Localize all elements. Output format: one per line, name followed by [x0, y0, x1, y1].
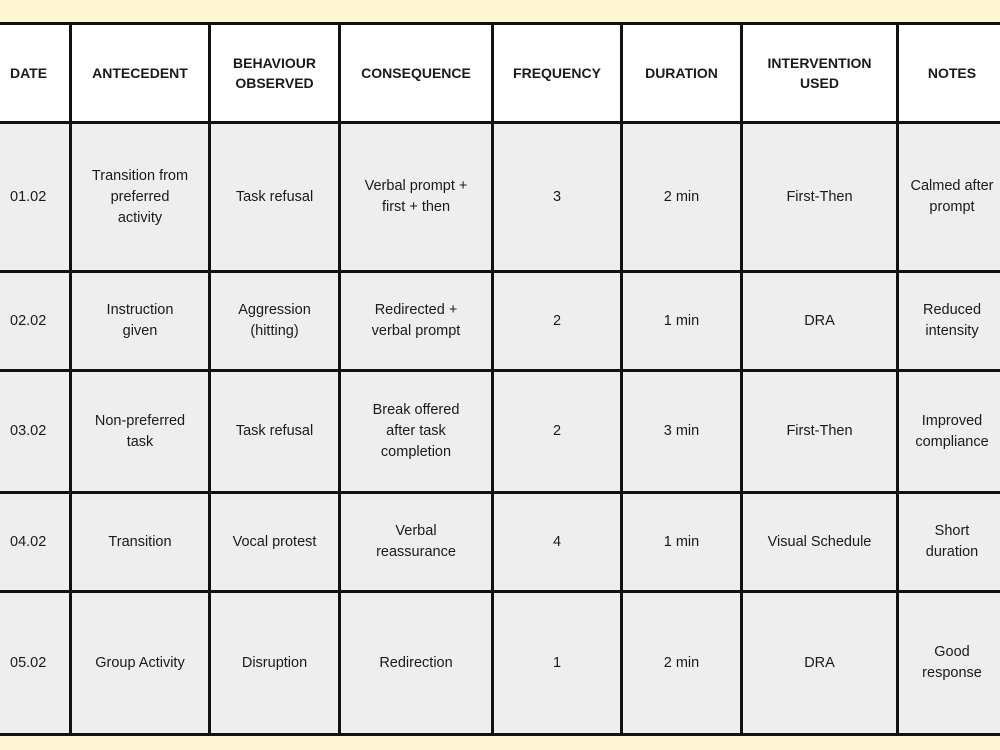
duration-cell: 2 min — [622, 123, 742, 272]
notes-cell: Improved compliance — [898, 371, 1000, 493]
intervention-cell: First-Then — [742, 123, 898, 272]
frequency-cell: 2 — [493, 371, 622, 493]
header-intervention-used: INTERVENTION USED — [742, 24, 898, 123]
antecedent-cell: Instruction given — [71, 272, 210, 371]
date-cell: 04.02 — [0, 493, 71, 592]
consequence-cell: Verbal reassurance — [340, 493, 493, 592]
behaviour-cell: Task refusal — [210, 371, 340, 493]
intervention-cell: First-Then — [742, 371, 898, 493]
duration-cell: 1 min — [622, 493, 742, 592]
consequence-cell: Break offered after task completion — [340, 371, 493, 493]
consequence-cell: Redirected + verbal prompt — [340, 272, 493, 371]
frequency-cell: 1 — [493, 592, 622, 735]
abc-data-sheet — [0, 22, 1000, 734]
intervention-cell: DRA — [742, 272, 898, 371]
frequency-cell: 2 — [493, 272, 622, 371]
behaviour-cell: Aggression (hitting) — [210, 272, 340, 371]
frequency-cell: 3 — [493, 123, 622, 272]
header-date: DATE — [0, 24, 71, 123]
notes-cell: Calmed after prompt — [898, 123, 1000, 272]
table-row — [0, 371, 1000, 493]
notes-cell: Reduced intensity — [898, 272, 1000, 371]
intervention-cell: Visual Schedule — [742, 493, 898, 592]
frequency-cell: 4 — [493, 493, 622, 592]
date-cell: 02.02 — [0, 272, 71, 371]
header-frequency: FREQUENCY — [493, 24, 622, 123]
antecedent-cell: Non-preferred task — [71, 371, 210, 493]
behaviour-log-table — [0, 22, 1000, 736]
header-consequence: CONSEQUENCE — [340, 24, 493, 123]
date-cell: 05.02 — [0, 592, 71, 735]
date-cell: 03.02 — [0, 371, 71, 493]
header-notes: NOTES — [898, 24, 1000, 123]
behaviour-cell: Disruption — [210, 592, 340, 735]
antecedent-cell: Transition from preferred activity — [71, 123, 210, 272]
duration-cell: 2 min — [622, 592, 742, 735]
table-row — [0, 493, 1000, 592]
notes-cell: Good response — [898, 592, 1000, 735]
behaviour-cell: Task refusal — [210, 123, 340, 272]
behaviour-cell: Vocal protest — [210, 493, 340, 592]
table-row — [0, 123, 1000, 272]
table-row — [0, 592, 1000, 735]
consequence-cell: Verbal prompt + first + then — [340, 123, 493, 272]
header-duration: DURATION — [622, 24, 742, 123]
antecedent-cell: Group Activity — [71, 592, 210, 735]
antecedent-cell: Transition — [71, 493, 210, 592]
notes-cell: Short duration — [898, 493, 1000, 592]
duration-cell: 1 min — [622, 272, 742, 371]
table-row — [0, 272, 1000, 371]
header-row — [0, 24, 1000, 123]
date-cell: 01.02 — [0, 123, 71, 272]
intervention-cell: DRA — [742, 592, 898, 735]
consequence-cell: Redirection — [340, 592, 493, 735]
duration-cell: 3 min — [622, 371, 742, 493]
header-antecedent: ANTECEDENT — [71, 24, 210, 123]
header-behaviour-observed: BEHAVIOUR OBSERVED — [210, 24, 340, 123]
